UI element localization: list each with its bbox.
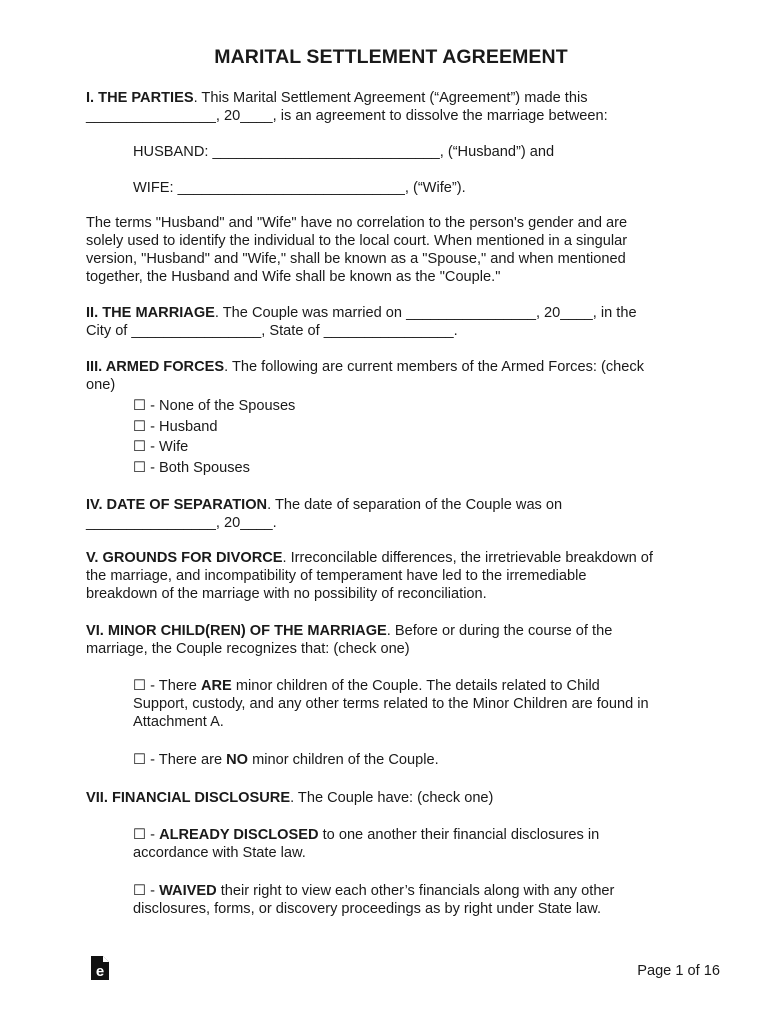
armed-forces-heading: III. ARMED FORCES (86, 359, 225, 375)
financial-option-disclosed-line-2: accordance with State law. (133, 845, 306, 861)
grounds-line-1 (86, 549, 706, 567)
armed-forces-line-1 (86, 358, 706, 376)
separation-date-field[interactable]: ________________, 20____. (86, 515, 277, 531)
children-option-no[interactable] (133, 751, 753, 769)
parties-line-1 (86, 89, 706, 107)
emphasis: ARE (200, 678, 232, 694)
option-text: to one another their financial disclosures in (318, 827, 600, 843)
financial-line-1 (86, 789, 706, 807)
marriage-line-1[interactable] (86, 304, 706, 322)
grounds-line-3: breakdown of the marriage with no possibility of reconciliation. (86, 586, 487, 602)
armed-forces-option-none[interactable]: ☐ - None of the Spouses (133, 398, 296, 414)
separation-text: . The date of separation of the Couple was on (267, 497, 563, 513)
financial-option-waived-line-2: disclosures, forms, or discovery proceedings as by right under State law. (133, 901, 602, 917)
terms-line: The terms "Husband" and "Wife" have no correlation to the person's gender and are (86, 215, 628, 231)
financial-option-disclosed[interactable] (133, 826, 753, 844)
emphasis: WAIVED (159, 883, 217, 899)
emphasis: NO (226, 752, 249, 768)
children-line-1 (86, 622, 706, 640)
parties-line-2[interactable]: ________________, 20____, is an agreement to dissolve the marriage between: (86, 108, 608, 124)
children-heading: VI. MINOR CHILD(REN) OF THE MARRIAGE (86, 623, 387, 639)
checkbox-label[interactable]: ☐ - There (133, 678, 201, 694)
terms-line: together, the Husband and Wife shall be known as the "Couple." (86, 269, 501, 285)
grounds-heading: V. GROUNDS FOR DIVORCE (86, 550, 283, 566)
checkbox-label[interactable]: ☐ - There are (133, 752, 227, 768)
parties-heading: I. THE PARTIES (86, 90, 194, 106)
emphasis: ALREADY DISCLOSED (159, 827, 319, 843)
parties-text: . This Marital Settlement Agreement (“Agreement”) made this (193, 90, 588, 106)
financial-text: . The Couple have: (check one) (290, 790, 494, 806)
marriage-line-2[interactable]: City of ________________, State of ________________. (86, 323, 458, 339)
separation-line-1 (86, 496, 706, 514)
armed-forces-option-wife[interactable]: ☐ - Wife (133, 439, 189, 455)
checkbox-label[interactable]: ☐ - (133, 883, 160, 899)
children-text: . Before or during the course of the (386, 623, 613, 639)
document-title: MARITAL SETTLEMENT AGREEMENT (214, 46, 568, 68)
option-text: minor children of the Couple. The details related to Child (231, 678, 600, 694)
marriage-text: . The Couple was married on ________________, 20____, in the (214, 305, 637, 321)
separation-heading: IV. DATE OF SEPARATION (86, 497, 268, 513)
husband-field[interactable]: HUSBAND: ____________________________, (“Husband”) and (133, 144, 555, 160)
terms-line: version, "Husband" and "Wife," shall be known as a "Spouse," and when mentioned (86, 251, 626, 267)
armed-forces-text: . The following are current members of the Armed Forces: (check (224, 359, 644, 375)
grounds-text: . Irreconcilable differences, the irretrievable breakdown of (282, 550, 653, 566)
marriage-heading: II. THE MARRIAGE (86, 305, 215, 321)
children-option-are-line-3: Attachment A. (133, 714, 224, 730)
page-number: Page 1 of 16 (637, 963, 720, 979)
armed-forces-line-2: one) (86, 377, 116, 393)
wife-field[interactable]: WIFE: ____________________________, (“Wife”). (133, 180, 466, 196)
option-text: their right to view each other’s financials along with any other (216, 883, 615, 899)
eforms-logo-icon (91, 956, 109, 980)
option-text: minor children of the Couple. (248, 752, 439, 768)
children-line-2: marriage, the Couple recognizes that: (check one) (86, 641, 410, 657)
children-option-are-line-2: Support, custody, and any other terms related to the Minor Children are found in (133, 696, 649, 712)
svg-text:e: e (95, 963, 105, 980)
financial-heading: VII. FINANCIAL DISCLOSURE (86, 790, 291, 806)
financial-option-waived[interactable] (133, 882, 753, 900)
armed-forces-option-husband[interactable]: ☐ - Husband (133, 419, 218, 435)
terms-line: solely used to identify the individual to the local court. When mentioned in a singular (86, 233, 628, 249)
checkbox-label[interactable]: ☐ - (133, 827, 160, 843)
armed-forces-option-both[interactable]: ☐ - Both Spouses (133, 460, 250, 476)
grounds-line-2: the marriage, and incompatibility of temperament have led to the irremediable (86, 568, 587, 584)
children-option-are[interactable] (133, 677, 753, 695)
